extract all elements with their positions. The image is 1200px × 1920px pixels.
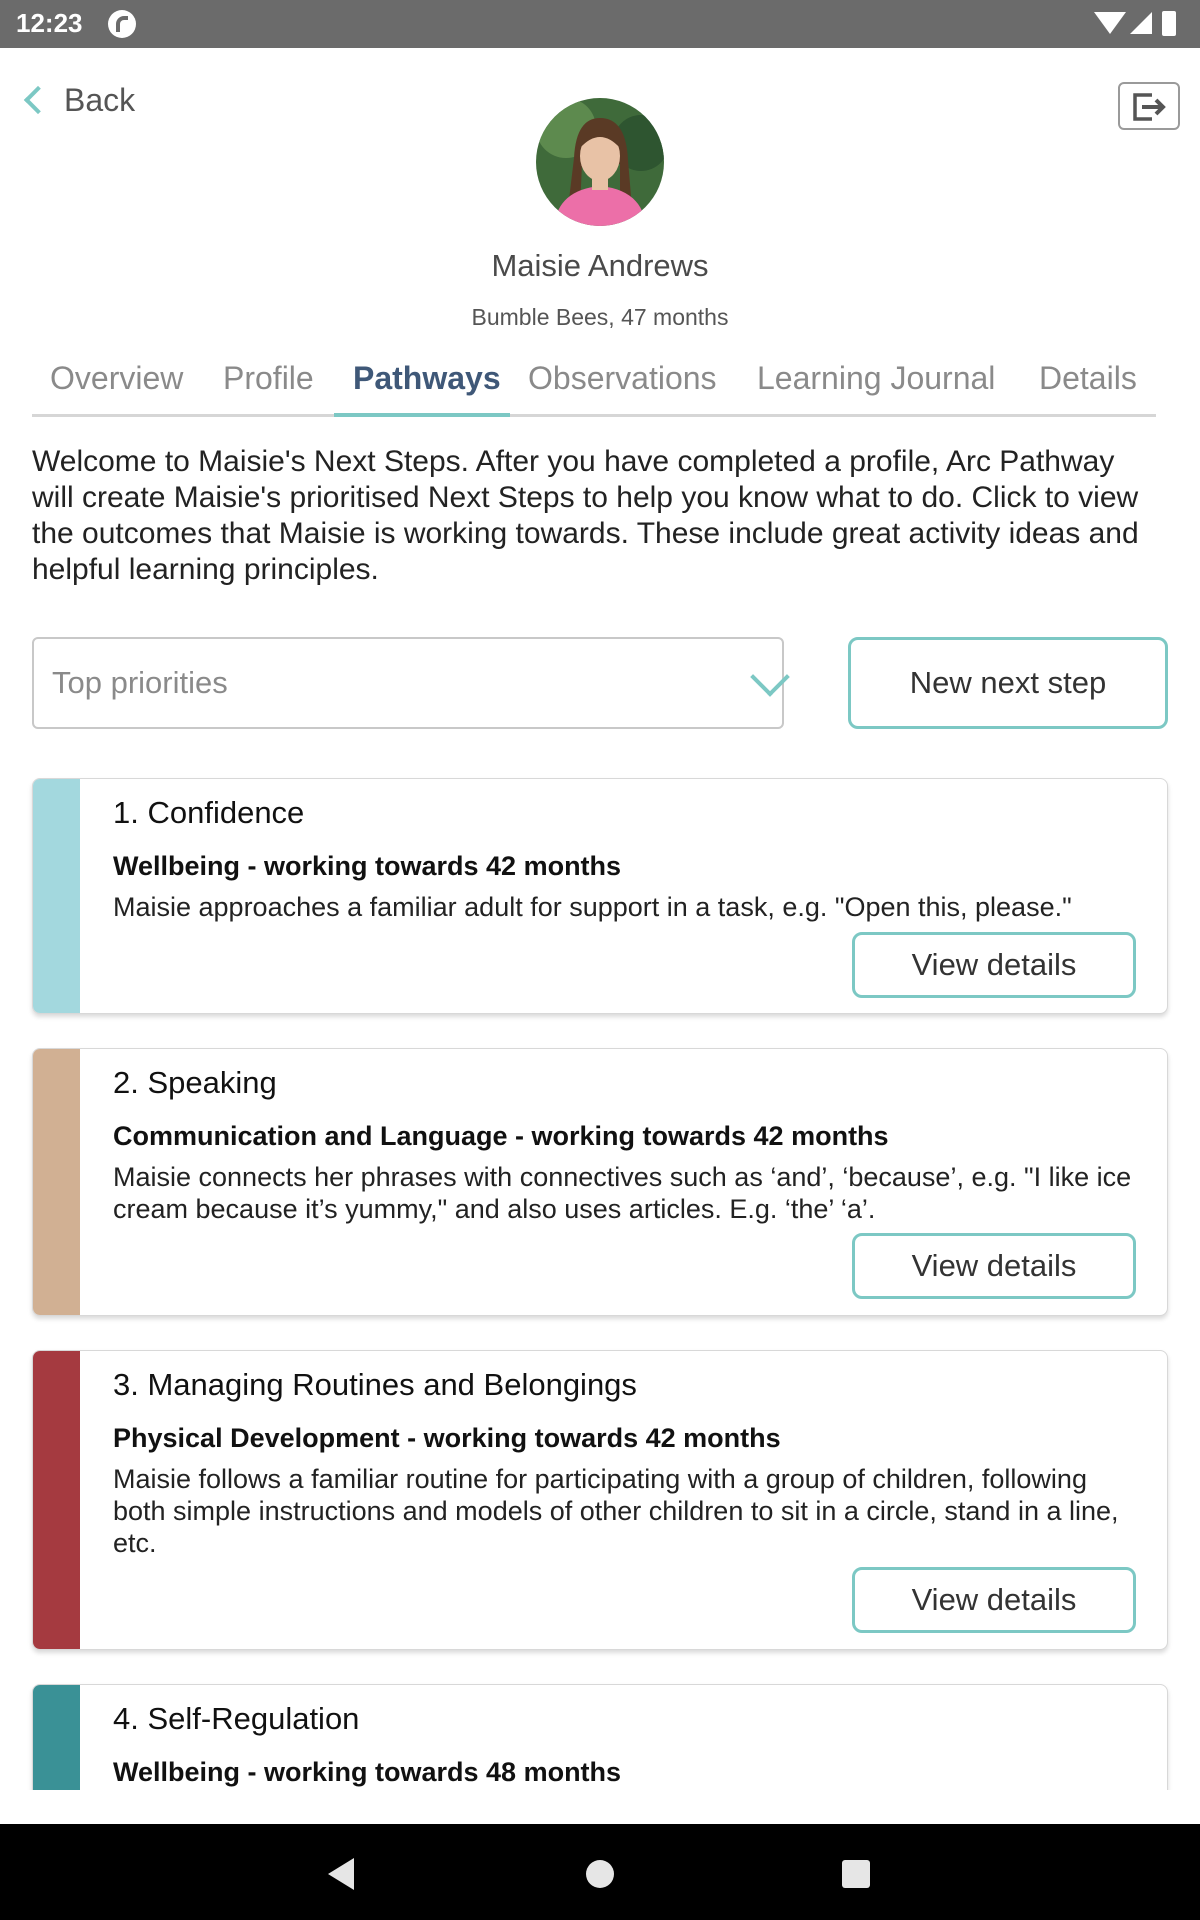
card-title: 1. Confidence xyxy=(113,795,305,830)
avatar xyxy=(536,98,664,226)
card-color-strip xyxy=(33,1351,80,1649)
card-title: 4. Self-Regulation xyxy=(113,1701,360,1736)
nav-home-icon[interactable] xyxy=(586,1860,614,1888)
exit-button[interactable] xyxy=(1118,82,1180,130)
wifi-icon xyxy=(1094,12,1126,34)
exit-icon xyxy=(1132,92,1168,122)
tab-learning-journal[interactable]: Learning Journal xyxy=(757,360,996,396)
next-step-card[interactable] xyxy=(32,778,1168,1014)
priority-select-value: Top priorities xyxy=(52,665,228,700)
card-color-strip xyxy=(33,1049,80,1315)
new-next-step-button[interactable]: New next step xyxy=(848,637,1168,729)
back-button[interactable] xyxy=(22,78,135,122)
nav-recents-icon[interactable] xyxy=(842,1860,870,1888)
card-color-strip xyxy=(33,1685,80,1790)
status-bar xyxy=(0,0,1200,48)
tab-details[interactable]: Details xyxy=(1039,360,1137,396)
battery-icon xyxy=(1162,11,1176,36)
child-name: Maisie Andrews xyxy=(491,248,709,283)
card-description: Maisie connects her phrases with connectives such as ‘and’, ‘because’, e.g. "I like ice cream because it’s yummy," and also uses articles. E.g. ‘the’ ‘a’. xyxy=(113,1162,1132,1224)
tab-profile[interactable]: Profile xyxy=(223,360,314,396)
card-subtitle: Physical Development - working towards 42 months xyxy=(113,1423,781,1453)
app-notification-icon xyxy=(108,10,136,38)
child-room-age: Bumble Bees, 47 months xyxy=(471,304,729,330)
priority-select[interactable] xyxy=(32,637,784,729)
card-color-strip xyxy=(33,779,80,1013)
card-description: Maisie follows a familiar routine for participating with a group of children, following both simple instructions and models of other children to sit in a circle, stand in a line, etc. xyxy=(113,1464,1119,1558)
view-details-button[interactable]: View details xyxy=(852,1567,1136,1633)
next-step-card[interactable] xyxy=(32,1684,1168,1790)
back-label: Back xyxy=(64,81,136,118)
chevron-left-icon xyxy=(24,86,52,114)
next-step-card[interactable] xyxy=(32,1048,1168,1316)
tab-pathways[interactable]: Pathways xyxy=(353,360,501,396)
tab-bar xyxy=(32,358,1156,417)
card-subtitle: Wellbeing - working towards 48 months xyxy=(113,1757,622,1787)
chevron-down-icon xyxy=(750,657,790,697)
intro-text: Welcome to Maisie's Next Steps. After you have completed a profile, Arc Pathway will create Maisie's prioritised Next Steps to help you know what to do. Click to view the outcomes that Maisie is working towards. These include great activity ideas and helpful learning principles. xyxy=(32,445,1139,586)
view-details-button[interactable]: View details xyxy=(852,932,1136,998)
card-title: 3. Managing Routines and Belongings xyxy=(113,1367,637,1402)
next-step-card[interactable] xyxy=(32,1350,1168,1650)
tab-observations[interactable]: Observations xyxy=(528,360,717,396)
tab-overview[interactable]: Overview xyxy=(50,360,184,396)
signal-icon xyxy=(1130,12,1152,34)
active-tab-indicator xyxy=(334,413,510,417)
nav-back-icon[interactable] xyxy=(328,1858,354,1890)
card-subtitle: Communication and Language - working towards 42 months xyxy=(113,1121,889,1151)
card-title: 2. Speaking xyxy=(113,1065,277,1100)
card-subtitle: Wellbeing - working towards 42 months xyxy=(113,851,622,881)
card-description: Maisie approaches a familiar adult for support in a task, e.g. "Open this, please." xyxy=(113,892,1072,922)
view-details-button[interactable]: View details xyxy=(852,1233,1136,1299)
status-time: 12:23 xyxy=(16,8,83,38)
scroll-content[interactable] xyxy=(0,48,1200,1790)
system-nav-bar xyxy=(0,1824,1200,1920)
